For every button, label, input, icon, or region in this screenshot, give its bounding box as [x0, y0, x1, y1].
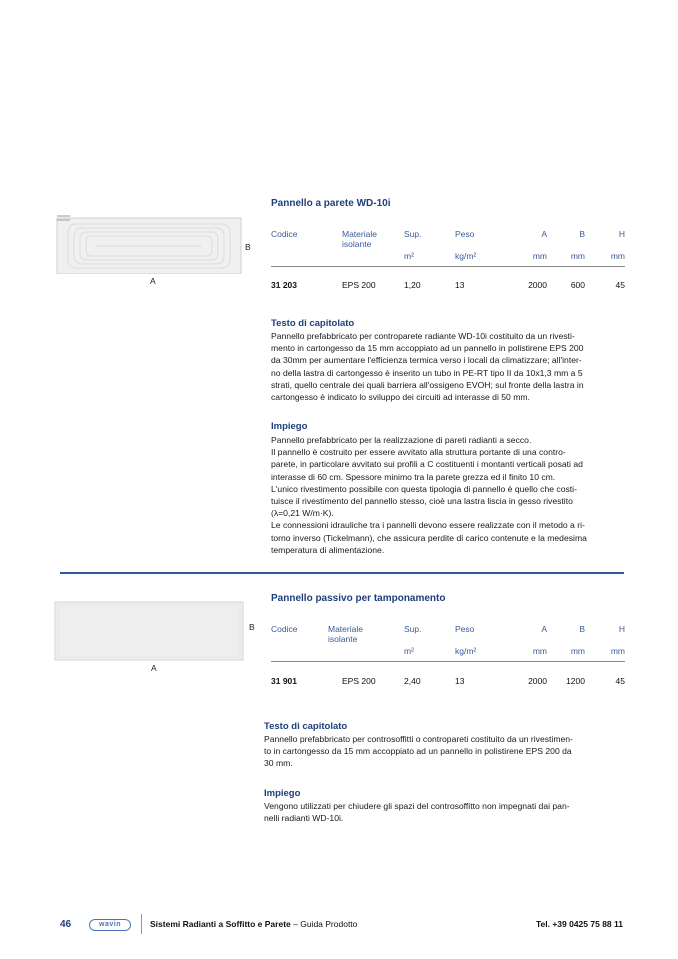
page-number: 46 [60, 919, 72, 930]
product1-use-heading: Impiego [271, 421, 308, 432]
dimension-label-a: A [151, 663, 157, 673]
col-header-peso: Peso [455, 624, 475, 634]
guide-title-rest: – Guida Prodotto [290, 919, 358, 929]
dimension-label-b: B [249, 622, 255, 632]
product2-image [54, 601, 244, 661]
col-header-sup: Sup. [404, 624, 422, 634]
product1-title: Pannello a parete WD-10i [271, 198, 391, 209]
text-line: tuisce il rivestimento del pannello stesso, cioè una lastra liscia in gesso rivestito [271, 496, 573, 507]
passive-panel-illustration [54, 601, 244, 661]
text-line: 30 mm. [264, 758, 293, 769]
text-line: Vengono utilizzati per chiudere gli spazi del controsoffitto non impegnati dai pan- [264, 801, 570, 811]
cell-a: 2000 [528, 280, 547, 290]
text-line: interasse di 60 cm. Spessore minimo tra la parete grezza ed il finito 10 cm. [271, 471, 556, 482]
unit-sup: m² [404, 251, 414, 261]
text-line: Pannello prefabbricato per la realizzazione di pareti radianti a secco. [271, 435, 532, 445]
col-header-sup: Sup. [404, 229, 422, 239]
text-line: da 30mm per aumentare l'efficienza termica verso i locali da climatizzare; all'inter- [271, 355, 582, 366]
cell-b: 600 [570, 280, 585, 290]
cell-a: 2000 [528, 676, 547, 686]
product1-table [271, 229, 625, 295]
text-line: (λ=0,21 W/m·K). [271, 508, 334, 519]
col-header-h: H [618, 624, 625, 634]
guide-title [150, 919, 357, 929]
product1-image [56, 212, 242, 274]
col-header-materiale: Materiale isolante [328, 624, 363, 644]
wavin-logo: wavin [89, 919, 131, 931]
col-header-a: A [541, 229, 547, 239]
product2-table [271, 624, 625, 690]
unit-sup: m² [404, 646, 414, 656]
text-line: Il pannello è costruito per essere avvitato alla struttura portante di una contro- [271, 447, 566, 458]
table-rule [271, 266, 625, 267]
table-rule [271, 661, 625, 662]
text-line: torno inverso (Tickelmann), che assicura perdite di carico contenute e la medesima [271, 532, 587, 543]
cell-codice: 31 203 [271, 280, 297, 290]
unit-b: mm [570, 251, 585, 261]
footer-separator [141, 914, 142, 934]
text-line: mento in cartongesso da 15 mm accoppiato ad un pannello in polistirene EPS 200 [271, 343, 584, 354]
dimension-label-a: A [150, 276, 156, 286]
unit-a: mm [532, 646, 547, 656]
cell-sup: 2,40 [404, 676, 421, 686]
col-header-a: A [541, 624, 547, 634]
text-line: no della lastra di cartongesso è inserito un tubo in PE-RT tipo II da 10x1,3 mm a 5 [271, 367, 583, 378]
text-line: nelli radianti WD-10i. [264, 813, 344, 824]
product1-spec-text [271, 330, 631, 403]
col-header-b: B [579, 624, 585, 634]
text-line: Pannello prefabbricato per controsoffitti o contropareti costituito da un rivestimen- [264, 734, 573, 744]
section-divider [60, 572, 624, 574]
text-line: to in cartongesso da 15 mm accoppiato ad un pannello in polistirene EPS 200 da [264, 746, 572, 757]
product2-spec-heading: Testo di capitolato [264, 721, 348, 732]
col-header-h: H [618, 229, 625, 239]
col-header-codice: Codice [271, 229, 298, 239]
product2-title: Pannello passivo per tamponamento [271, 593, 446, 604]
cell-peso: 13 [455, 280, 465, 290]
text-line: L'unico rivestimento possibile con questa tipologia di pannello è quello che costi- [271, 483, 577, 494]
col-header-codice: Codice [271, 624, 298, 634]
cell-peso: 13 [455, 676, 465, 686]
guide-title-bold: Sistemi Radianti a Soffitto e Parete [150, 919, 291, 929]
unit-h: mm [610, 251, 625, 261]
product1-spec-heading: Testo di capitolato [271, 318, 355, 329]
unit-h: mm [610, 646, 625, 656]
col-header-materiale: Materiale isolante [342, 229, 377, 249]
col-header-peso: Peso [455, 229, 475, 239]
phone-number: Tel. +39 0425 75 88 11 [535, 919, 623, 929]
text-line: Pannello prefabbricato per controparete radiante WD-10i costituito da un rivesti- [271, 331, 575, 341]
product2-use-text [264, 800, 634, 824]
unit-peso: kg/m² [455, 646, 477, 656]
unit-peso: kg/m² [455, 251, 477, 261]
text-line: parete, in particolare avvitato sui profili a C costituenti i montanti verticali posati ad [271, 459, 583, 470]
text-line: temperatura di alimentazione. [271, 544, 385, 555]
product2-use-heading: Impiego [264, 788, 301, 799]
text-line: cartongesso è indicato lo sviluppo dei circuiti ad interasse di 50 mm. [271, 392, 530, 403]
radiant-panel-illustration [56, 212, 242, 274]
cell-b: 1200 [566, 676, 585, 686]
product2-spec-text [264, 733, 634, 770]
product1-use-text [271, 434, 631, 556]
cell-h: 45 [615, 676, 625, 686]
text-line: strati, quello centrale dei quali barriera all'ossigeno EVOH; sul fronte della lastra in [271, 379, 584, 390]
unit-a: mm [532, 251, 547, 261]
cell-h: 45 [615, 280, 625, 290]
cell-materiale: EPS 200 [342, 676, 376, 686]
dimension-label-b: B [245, 242, 251, 252]
text-line: Le connessioni idrauliche tra i pannelli devono essere realizzate con il metodo a ri- [271, 520, 585, 531]
col-header-b: B [579, 229, 585, 239]
cell-sup: 1,20 [404, 280, 421, 290]
cell-codice: 31 901 [271, 676, 297, 686]
unit-b: mm [570, 646, 585, 656]
cell-materiale: EPS 200 [342, 280, 376, 290]
